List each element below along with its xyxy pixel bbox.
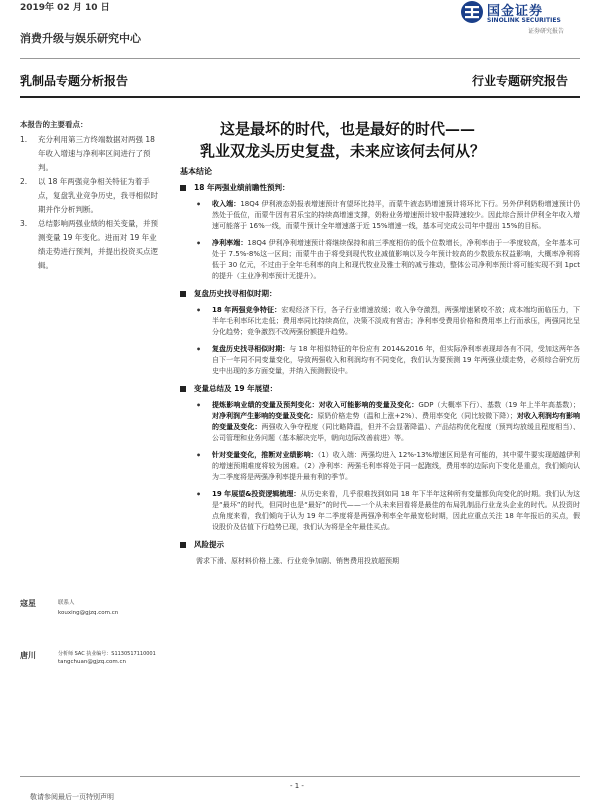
section-title: 变量总结及 19 年展望：	[194, 384, 278, 393]
risk-text: 需求下滑、原材料价格上涨、行业竞争加剧、销售费用投放超预期	[196, 557, 399, 565]
bullet-text	[212, 199, 580, 232]
bullet-item	[196, 489, 580, 533]
bullet-item	[196, 400, 580, 444]
logo-cn-text: 国金证券	[487, 4, 544, 19]
key-point-number: 1.	[20, 135, 28, 144]
key-point-number: 3.	[20, 219, 28, 228]
footer-disclaimer: 敬请参阅最后一页特别声明	[30, 793, 114, 800]
company-logo	[460, 0, 590, 36]
section-title: 复盘历史找寻相似时期：	[194, 289, 277, 298]
bullet-body: 18Q4 伊利液态奶报表增速预计有望环比持平，而蒙牛液态奶增速预计将环比下行。另外伊利奶粉增速预计仍然处于低位，而蒙牛因有君乐宝的持续高增速支撑，奶粉业务增速预计较中报降速较少。因此综合预计伊利全年收入增速可能落于 16%一线，而蒙牛预计全年增速落于近 15%增速一线，基本可完成公司年中提出 15%的目标。	[212, 200, 580, 230]
key-point-text: 总结影响两强业绩的相关变量，并预测变量 19 年变化。进而对 19 年业绩走势进行预判，并提出投资买点逻辑。	[38, 219, 158, 270]
key-points-heading: 本报告的主要看点：	[20, 120, 88, 129]
bullet-body: 两强收入争夺程度（同比略降温，但并不会显著降温）、产品结构优化程度（预判均放缓且程度相当）、公司管理和业务问题（基本解决完毕，朝向边际改善前进）等。	[212, 423, 581, 442]
report-type-right: 行业专题研究报告	[472, 74, 569, 88]
bullet-dot-icon: •	[196, 345, 202, 354]
key-point-text: 充分利用第三方终端数据对两强 18 年收入增速与净利率区间进行了预判。	[38, 135, 155, 172]
bullet-body: 与 18 年相似特征的年份应有 2014&2016 年，但实际净利率表现却各有不同，受加这两年各自下一年同不同变量变化，导致两强收入和利润均有不同变化，我们认为要预测 19 年两强业绩走势，必须综合研究历史中出现的多方面变量，并纳入预测假设中。	[212, 345, 580, 375]
section-heading	[180, 288, 580, 299]
key-point-item	[20, 175, 158, 217]
bullet-item	[196, 450, 580, 483]
section-title: 18 年两强业绩前瞻性预判：	[194, 183, 290, 192]
bullet-label: 19 年展望&投资逻辑梳理：	[212, 490, 301, 498]
analyst-row	[20, 650, 170, 680]
logo-en-text: SINOLINK SECURITIES	[487, 17, 561, 24]
bullet-body: GDP（大概率下行）、基数（19 年上半年高基数）；	[418, 401, 581, 409]
header-subtitle: 证券研究报告	[528, 28, 565, 35]
bullet-body: 18Q4 伊利净利增速预计将继续保持和前三季度相仿的低个位数增长，净利率由于一季度较高，全年基本可处于 7.5%-8%这一区间；而蒙牛由于将受到现代牧业减值影响以及今年预计较高的少数股东权益影响，大概率净利将低于 30 亿元，不过由于全年毛利率的向上和现代牧业及雅士利的减亏推动，整体公司净利率预计将可能实现不到 1pct 的提升（主业净利率预计无提升）。	[212, 239, 580, 280]
bullet-dot-icon: •	[196, 306, 202, 315]
analyst-certification: 分析师 SAC 执业编号：S1130517110001	[58, 651, 156, 657]
bullet-label: 对收入利润均有影响的变量及变化：	[212, 412, 581, 431]
bullet-text	[212, 238, 580, 282]
logo-mark-icon	[460, 0, 484, 24]
section-title: 风险提示	[194, 540, 224, 549]
analyst-role: 联系人	[58, 600, 75, 606]
main-title-line1: 这是最坏的时代，也是最好的时代——	[220, 120, 476, 138]
bullet-body: 原奶价格走势（温和上涨+2%）、费用率变化（同比较微下降）；	[317, 412, 517, 420]
page-number: - 1 -	[290, 782, 304, 790]
bullet-label: 对净利润产生影响的变量及变化：	[212, 412, 318, 420]
key-point-item	[20, 133, 158, 175]
analyst-name: 寇星	[20, 599, 36, 608]
report-type-left: 乳制品专题分析报告	[20, 74, 129, 88]
bullet-item	[196, 344, 580, 377]
bullet-text	[212, 400, 580, 444]
bullet-dot-icon: •	[196, 451, 202, 460]
analyst-row	[20, 598, 170, 628]
bullet-item	[196, 238, 580, 282]
key-point-number: 2.	[20, 177, 28, 186]
square-bullet-icon	[180, 542, 186, 548]
section-heading	[180, 383, 580, 394]
bullet-dot-icon: •	[196, 200, 202, 209]
main-content	[180, 118, 580, 567]
bullet-body: 从历史来看，几乎很难找到如同 18 年下半年这种所有变量都负向变化的时期。我们认为这是“最坏”的时代，但同时也是“最好”的时代——一个从未来回看将是最佳的布局乳制品行业龙头企业的时代。从投资时点角度来看，我们倾向于认为 19 年二季度将是两强净利率全年最宽松时期，因此应重点关注 18 年年报后的买点，假设股价及估值下行趋势已现，我们认为将是全年最佳买点。	[212, 490, 580, 531]
bullet-label: 净利率端：	[212, 239, 248, 247]
analyst-name: 唐川	[20, 651, 36, 660]
section-heading	[180, 182, 580, 193]
key-point-text: 以 18 年两强竞争相关特征为着手点，复盘乳业竞争历史，我寻相似时期并作分析判断。	[38, 177, 158, 214]
square-bullet-icon	[180, 185, 186, 191]
footer-divider	[20, 776, 580, 777]
bullet-item	[196, 305, 580, 338]
bullet-dot-icon: •	[196, 239, 202, 248]
bullet-label: 18 年两强竞争特征：	[212, 306, 282, 314]
bullet-body: （1）收入端：两强均进入 12%-13%增速区间是有可能的，其中蒙牛要实现超越伊利的增速预期难度将较为困难。（2）净利率：两强毛利率将处于同一起跑线，费用率的边际向下变化是重点，我们倾向认为二季度将是两强净利率提升最有利的季节。	[212, 451, 580, 481]
key-points-sidebar	[20, 118, 158, 273]
bullet-label: 针对变量变化，推断对业绩影响：	[212, 451, 318, 459]
key-point-item	[20, 217, 158, 273]
title-divider	[20, 96, 580, 98]
bullet-label: 提炼影响业绩的变量及预判变化：对收入可能影响的变量及变化：	[212, 401, 419, 409]
square-bullet-icon	[180, 291, 186, 297]
bullet-label: 收入端：	[212, 200, 241, 208]
section-heading	[180, 539, 580, 550]
report-date: 2019年 02 月 10 日	[20, 3, 110, 13]
bullet-dot-icon: •	[196, 490, 202, 499]
conclusion-heading: 基本结论	[180, 167, 212, 176]
analyst-block	[20, 598, 170, 702]
bullet-text	[212, 450, 580, 483]
analyst-email[interactable]: kouxing@gjzq.com.cn	[58, 610, 119, 616]
bullet-text	[212, 305, 580, 338]
main-title-line2: 乳业双龙头历史复盘，未来应该何去何从？	[200, 142, 486, 160]
bullet-dot-icon: •	[196, 401, 202, 410]
analyst-email[interactable]: tangchuan@gjzq.com.cn	[58, 659, 127, 665]
square-bullet-icon	[180, 386, 186, 392]
bullet-text	[212, 489, 580, 533]
bullet-body: 宏观经济下行，各子行业增速放缓；收入争夺激烈，两强增速紧咬不放；成本端均面临压力，下半年毛利率环比走低；费用率同比持续高位，决策不淡成有营击；净利率受费用价格和费用率上行而承压，两强同比呈分化趋势；竞争激烈不改两强份额提升趋势。	[212, 306, 580, 336]
bullet-item	[196, 199, 580, 232]
research-center: 消费升级与娱乐研究中心	[20, 32, 141, 45]
header-divider	[20, 58, 580, 59]
bullet-text	[212, 344, 580, 377]
bullet-label: 复盘历史找寻相似时期：	[212, 345, 290, 353]
